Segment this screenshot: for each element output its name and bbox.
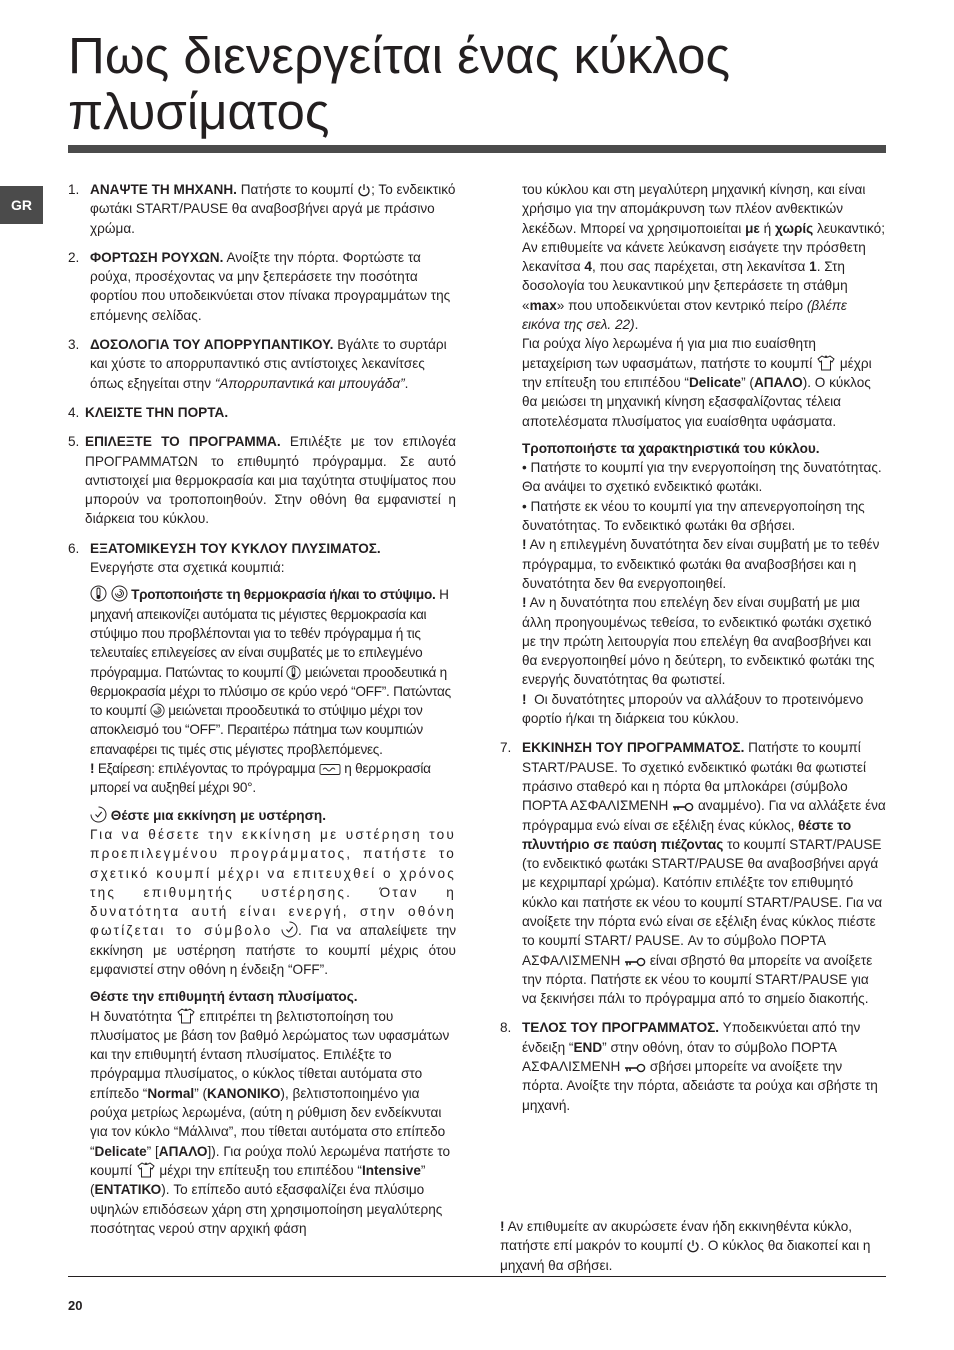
step-6: 6. ΕΞΑΤΟΜΙΚΕΥΣΗ ΤΟΥ ΚΥΚΛΟΥ ΠΛΥΣΙΜΑΤΟΣ. Ενεργήστε στα σχετικά κουμπιά: Τροποποιήστε τη θερμοκρασία ή/και το στύψιμο. Η μηχανή απεικονίζει αυτόματα τις μέγιστες θερμοκρασία και στύψιμο που προβλέπονται για το τεθέν πρόγραμμα ή τις τελευταίες επιλεγείσες αν είναι συμβατές με το επιλεγμένο πρόγραμμα. Πατώντας το κουμπί μειώνεται προοδευτικά η θερμοκρασία μέχρι το πλύσιμο σε κρύο νερό “OFF”. Πατώντας το κουμπί μειώνεται προοδευτικά το στύψιμο μέχρι τον αποκλεισμό του “OFF”. Περαιτέρω πάτημα των κουμπιών επαναφέρει τις τιμές στις μέγιστες προβλεπόμενες. ! Εξαίρεση: επιλέγοντας το πρόγραμμα η θερμοκρασία μπορεί να αυξηθεί μέχρι 90°. Θέστε μια εκκίνηση με υστέρηση. Για να θέσετε την εκκίνηση με υστέρηση του προεπιλεγμένου προγράμματος, πατήστε το σχετικό κουμπί μέχρι να επιτευχθεί ο χρόνος της επιθυμητής υστέρησης. Όταν η δυνατότητα αυτή είναι ενεργή, στην οθόνη φωτίζεται το σύμβολο . Για να απαλείψετε την εκκίνηση με υστέρηση πατήστε το κουμπί μέχρις ότου εμφανιστεί στην οθόνη η ένδειξη “OFF”. Θέστε την επιθυμητή ένταση πλυσίματος. Η δυνατότητα επιτρέπει τη βελτιστοποίηση του πλυσίματος με βάση τον βαθμό λερώματος των υφασμάτων και την επιθυμητή ένταση πλυσίματος. Επιλέξτε το πρόγραμμα πλυσίματος, ο κύκλος τίθεται αυτόματα στο επίπεδο “Normal” (ΚΑΝΟΝΙΚΟ), βελτιστοποιημένο για ρούχα μετρίως λερωμένα, (αύτη η ρύθμιση δεν ενδείκνυται για τον κύκλο “Μάλλινα”, που τίθεται αυτόματα στο επίπεδο “Delicate” [ΑΠΑΛΟ]). Για ρούχα πολύ λερωμένα πατήστε το κουμπί μέχρι την επίτευξη του επιπέδου “Intensive” (ΕΝΤΑΤΙΚΟ). Το επίπεδο αυτό εξασφαλίζει ένα πλύσιμο υψηλών επιδόσεων χάρη στη χρησιμοποίηση μεγαλύτερης ποσότητας νερού στην αρχική φάση [68, 540, 456, 1236]
power-icon [686, 1239, 700, 1253]
temperature-spin-block: Τροποποιήστε τη θερμοκρασία ή/και το στύψιμο. Η μηχανή απεικονίζει αυτόματα τις μέγιστες θερμοκρασία και στύψιμο που προβλέπονται για το τεθέν πρόγραμμα ή τις τελευταίες επιλεγείσες αν είναι συμβατές με το επιλεγμένο πρόγραμμα. Πατώντας το κουμπί μειώνεται προοδευτικά η θερμοκρασία μέχρι το πλύσιμο σε κρύο νερό “OFF”. Πατώντας το κουμπί μειώνεται προοδευτικά το στύψιμο μέχρι τον αποκλεισμό του “OFF”. Περαιτέρω πάτημα των κουμπιών επαναφέρει τις τιμές στις μέγιστες προβλεπόμενες. [90, 587, 451, 757]
door-lock-key-icon [624, 956, 646, 968]
spin-icon [111, 585, 128, 602]
page-number: 20 [68, 1298, 83, 1313]
language-tab: GR [0, 186, 43, 224]
step-7: 7. ΕΚΚΙΝΗΣΗ ΤΟΥ ΠΡΟΓΡΑΜΜΑΤΟΣ. Πατήστε το κουμπί START/PAUSE. Το σχετικό ενδεικτικό φωτάκι θα φωτιστεί πράσινο σταθερό και η πόρτα θα μπλοκάρει (σύμβολο ΠΟΡΤΑ ΑΣΦΑΛΙΣΜΕΝΗ αναμμένο). Για να αλλάξετε ένα πρόγραμμα ενώ είναι σε εξέλιξη ένας κύκλος, θέστε το πλυντήριο σε παύση πιέζοντας το κουμπί START/PAUSE (το ενδεικτικό φωτάκι START/PAUSE θα αναβοσβήνει αργά με κεχριμπαρί χρώμα). Κατόπιν επιλέξτε τον επιθυμητό κύκλο και πατήστε εκ νέου το κουμπί START/PAUSE. Για να ανοίξετε την πόρτα ενώ είναι σε εξέλιξη ένας κύκλος πιέστε το κουμπί START/ PAUSE. Αν το σύμβολο ΠΟΡΤΑ ΑΣΦΑΛΙΣΜΕΝΗ είναι σβηστό θα μπορείτε να ανοίξετε την πόρτα. Πατήστε εκ νέου το κουμπί START/PAUSE για να ξεκινήσει πάλι το πρόγραμμα από το σημείο διακοπής. [500, 740, 886, 1007]
temperature-icon [286, 665, 301, 680]
wool-program-icon [319, 763, 341, 776]
footer-rule [68, 1276, 886, 1277]
intensity-continuation: του κύκλου και στη μεγαλύτερη μηχανική κίνηση, και είναι χρήσιμο για την απομάκρυνση των πλέον ανθεκτικών λεκέδων. Μπορεί να χρησιμοποιείται με ή χωρίς λευκαντικό; Αν επιθυμείτε να κάνετε λεύκανση εισάγετε την πρόσθετη λεκανίτσα 4, που σας παρέχεται, στη λεκανίτσα 1. Στη δοσολογία του λευκαντικού μην ξεπεράσετε τη στάθμη «max» που υποδεικνύεται στον κεντρικό πείρο (βλέπε εικόνα της σελ. 22). Για ρούχα λίγο λερωμένα ή για μια πιο ευαίσθητη μεταχείριση των υφασμάτων, πατήστε το κουμπί μέχρι την επίτευξη του επιπέδου “Delicate” (ΑΠΑΛΟ). Ο κύκλος θα μειώσει τη μηχανική κίνηση εξασφαλίζοντας τέλεια αποτελέσματα πλυσίματος για ευαίσθητα υφάσματα. Τροποποιήστε τα χαρακτηριστικά του κύκλου. • Πατήστε το κουμπί για την ενεργοποίηση της δυνατότητας. Θα ανάψει το σχετικό ενδεικτικό φωτάκι. • Πατήστε εκ νέου το κουμπί για την απενεργοποίηση της δυνατότητας. Το ενδεικτικό φωτάκι θα σβήσει. ! Αν η επιλεγμένη δυνατότητα δεν είναι συμβατή με το τεθέν πρόγραμμα, το ενδεικτικό φωτάκι θα αναβοσβήσει και η δυνατότητα δεν θα ενεργοποιηθεί. ! Αν η δυνατότητα που επελέγη δεν είναι συμβατή με μια άλλη προηγουμένως τεθείσα, το ενδεικτικό φωτάκι σχετικό με την πρώτη λειτουργία που επελέγη θα αναβοσβήνει και θα ενεργοποιηθεί μόνο η δεύτερη, το ενδεικτικό φωτάκι της ενεργής δυνατότητας θα φωτιστεί. ! Οι δυνατότητες μπορούν να αλλάξουν το προτεινόμενο φορτίο ή/και τη διάρκεια του κύκλου. [522, 182, 885, 727]
intensity-block: Θέστε την επιθυμητή ένταση πλυσίματος. [90, 989, 358, 1005]
modify-features-block: Τροποποιήστε τα χαρακτηριστικά του κύκλου. [522, 440, 820, 456]
delay-timer-icon [90, 806, 107, 823]
title-rule [68, 145, 886, 153]
step-2: 2. ΦΟΡΤΩΣΗ ΡΟΥΧΩΝ. Ανοίξτε την πόρτα. Φορτώστε τα ρούχα, προσέχοντας να μην ξεπεράσετε την ποσότητα φορτίου που υποδεικνύεται στον πίνακα προγραμμάτων της επόμενης σελίδας. [68, 249, 451, 323]
intensity-shirt-icon [816, 354, 836, 371]
step-4: 4. ΚΛΕΙΣΤΕ ΤΗΝ ΠΟΡΤΑ. [68, 404, 229, 420]
step-5: 5. ΕΠΙΛΕΞΤΕ ΤΟ ΠΡΟΓΡΑΜΜΑ. Επιλέξτε με τον επιλογέα ΠΡΟΓΡΑΜΜΑΤΩΝ το επιθυμητό πρόγραμμα. Σε αυτό αντιστοιχεί μια θερμοκρασία και μια ταχύτητα στυψίματος που μπορούν να τροποποιηθούν. Στην οθόνη θα εμφανιστεί η διάρκεια του κύκλου. [68, 434, 456, 527]
cancel-cycle-note: ! Αν επιθυμείτε αν ακυρώσετε έναν ήδη εκκινηθέντα κύκλο, πατήστε επί μακρόν το κουμπί . Ο κύκλος θα διακοπεί και η μηχανή θα σβήσει. [500, 1219, 871, 1273]
power-icon [357, 183, 371, 197]
door-lock-key-icon [672, 801, 694, 813]
left-column [68, 180, 456, 1248]
intensity-shirt-icon [136, 1161, 156, 1178]
right-column [500, 180, 886, 1125]
step-1: 1. ΑΝΑΨΤΕ ΤΗ ΜΗΧΑΝΗ. Πατήστε το κουμπί ; Το ενδεικτικό φωτάκι START/PAUSE θα αναβοσβήνει αργά με πράσινο χρώμα. [68, 182, 456, 236]
exception-note: ! Εξαίρεση: επιλέγοντας το πρόγραμμα η θερμοκρασία μπορεί να αυξηθεί μέχρι 90°. [90, 761, 431, 796]
door-lock-key-icon [624, 1062, 646, 1074]
delay-block: Θέστε μια εκκίνηση με υστέρηση. [90, 806, 456, 825]
step-3: 3. ΔΟΣΟΛΟΓΙΑ ΤΟΥ ΑΠΟΡΡΥΠΑΝΤΙΚΟΥ. Βγάλτε το συρτάρι και χύστε το απορρυπαντικό στις αντίστοιχες λεκανίτσες όπως εξηγείται στην “Απορρυπαντικά και μπουγάδα”. [68, 337, 447, 391]
intensity-shirt-icon [176, 1007, 196, 1024]
page-title: Πως διενεργείται ένας κύκλος πλυσίματος [68, 27, 731, 140]
temperature-icon [90, 585, 107, 602]
delay-timer-icon [281, 921, 298, 938]
step-8: 8. ΤΕΛΟΣ ΤΟΥ ΠΡΟΓΡΑΜΜΑΤΟΣ. Υποδεικνύεται από την ένδειξη “END” στην οθόνη, όταν το σύμβολο ΠΟΡΤΑ ΑΣΦΑΛΙΣΜΕΝΗ σβήσει μπορείτε να ανοίξετε την πόρτα. Ανοίξτε την πόρτα, αδειάστε τα ρούχα και σβήστε τη μηχανή. [500, 1020, 878, 1113]
spin-icon [150, 703, 165, 718]
